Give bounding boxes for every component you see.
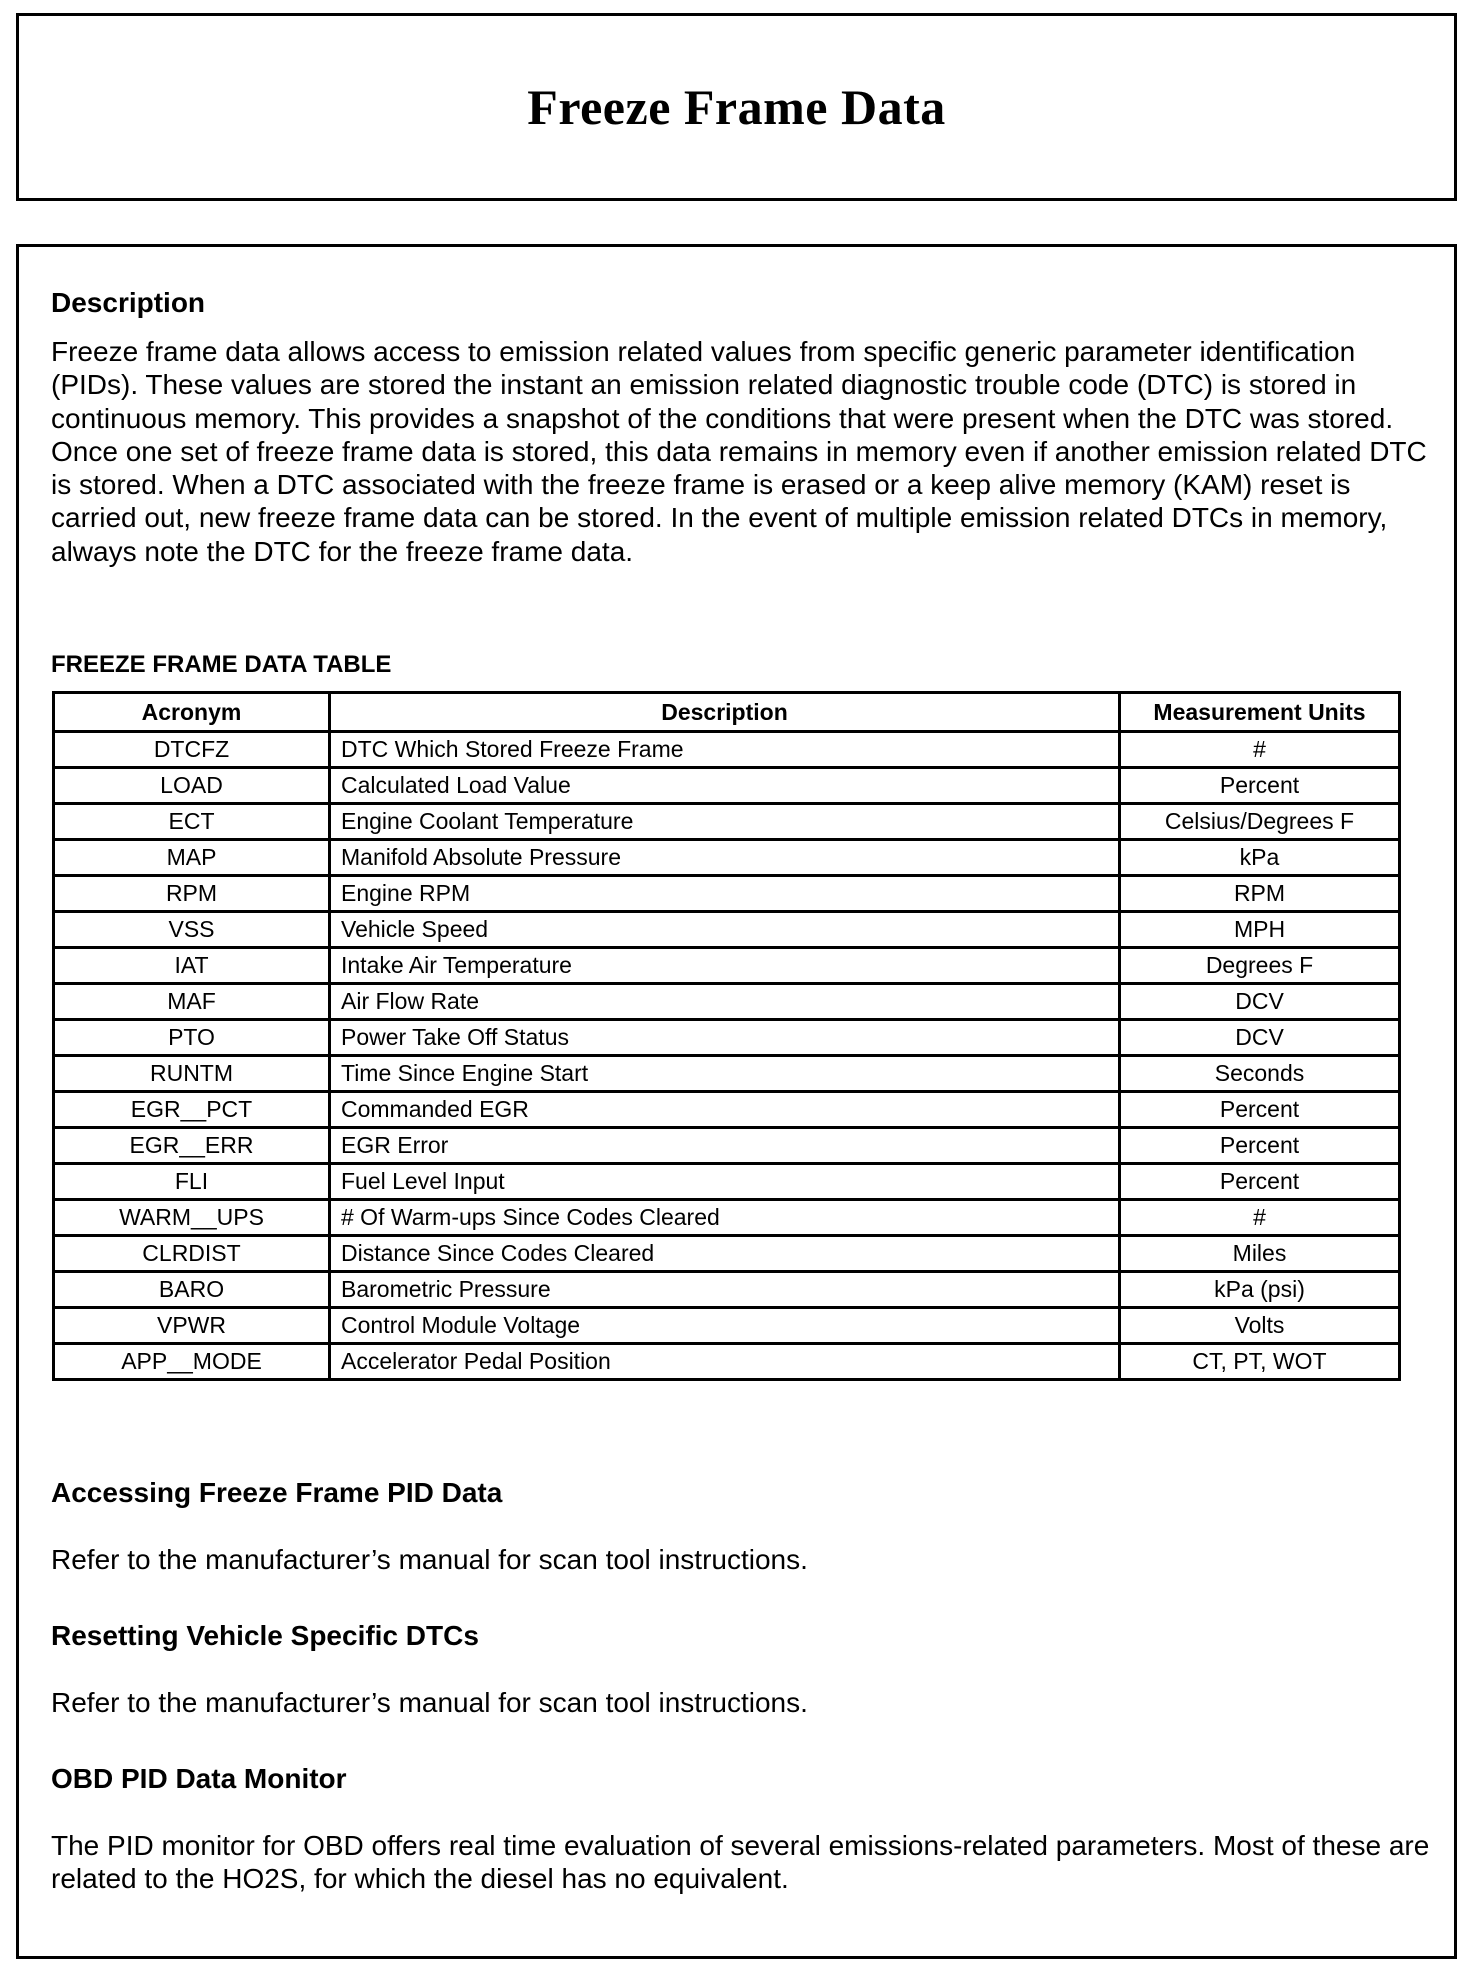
- cell-description: EGR Error: [330, 1128, 1120, 1164]
- cell-description: Commanded EGR: [330, 1092, 1120, 1128]
- cell-description: Air Flow Rate: [330, 984, 1120, 1020]
- cell-units: Degrees F: [1120, 948, 1400, 984]
- cell-acronym: ECT: [54, 804, 330, 840]
- header-description: Description: [330, 693, 1120, 732]
- description-text: Freeze frame data allows access to emission related values from specific generic parameter identification (PIDs). These values are stored the instant an emission related diagnostic trouble code (DTC) is stored in continuous memory. This provides a snapshot of the conditions that were present when the DTC was stored. Once one set of freeze frame data is stored, this data remains in memory even if another emission related DTC is stored. When a DTC associated with the freeze frame is erased or a keep alive memory (KAM) reset is carried out, new freeze frame data can be stored. In the event of multiple emission related DTCs in memory, always note the DTC for the freeze frame data.: [51, 336, 1427, 567]
- cell-units: kPa (psi): [1120, 1272, 1400, 1308]
- cell-units: Percent: [1120, 768, 1400, 804]
- header-units: Measurement Units: [1120, 693, 1400, 732]
- table-row: [54, 1128, 1400, 1164]
- cell-description: Power Take Off Status: [330, 1020, 1120, 1056]
- cell-description: Time Since Engine Start: [330, 1056, 1120, 1092]
- cell-description: Barometric Pressure: [330, 1272, 1120, 1308]
- cell-acronym: FLI: [54, 1164, 330, 1200]
- table-row: [54, 1272, 1400, 1308]
- cell-acronym: MAP: [54, 840, 330, 876]
- table-title: FREEZE FRAME DATA TABLE: [51, 651, 392, 678]
- cell-description: Vehicle Speed: [330, 912, 1120, 948]
- section-text: The PID monitor for OBD offers real time evaluation of several emissions-related parameters. Most of these are related to the HO2S, for which the diesel has no equivalent.: [51, 1830, 1430, 1895]
- table-row: [54, 1164, 1400, 1200]
- section-heading: OBD PID Data Monitor: [51, 1763, 347, 1794]
- cell-acronym: VPWR: [54, 1308, 330, 1344]
- cell-units: Seconds: [1120, 1056, 1400, 1092]
- table-row: [54, 768, 1400, 804]
- cell-units: #: [1120, 1200, 1400, 1236]
- cell-acronym: MAF: [54, 984, 330, 1020]
- table-row: [54, 1344, 1400, 1380]
- cell-acronym: VSS: [54, 912, 330, 948]
- section-text: Refer to the manufacturer’s manual for scan tool instructions.: [51, 1687, 808, 1718]
- cell-units: Celsius/Degrees F: [1120, 804, 1400, 840]
- cell-description: Fuel Level Input: [330, 1164, 1120, 1200]
- table-row: [54, 804, 1400, 840]
- cell-acronym: APP__MODE: [54, 1344, 330, 1380]
- table-row: [54, 984, 1400, 1020]
- cell-units: Percent: [1120, 1092, 1400, 1128]
- table-row: [54, 840, 1400, 876]
- cell-units: CT, PT, WOT: [1120, 1344, 1400, 1380]
- table-row: [54, 1056, 1400, 1092]
- cell-units: Volts: [1120, 1308, 1400, 1344]
- cell-description: Manifold Absolute Pressure: [330, 840, 1120, 876]
- cell-units: Percent: [1120, 1128, 1400, 1164]
- page-title: Freeze Frame Data: [527, 79, 946, 135]
- cell-description: Engine RPM: [330, 876, 1120, 912]
- cell-units: kPa: [1120, 840, 1400, 876]
- cell-description: Calculated Load Value: [330, 768, 1120, 804]
- table-row: [54, 732, 1400, 768]
- section-text: Refer to the manufacturer’s manual for scan tool instructions.: [51, 1544, 808, 1575]
- cell-acronym: WARM__UPS: [54, 1200, 330, 1236]
- section-heading: Accessing Freeze Frame PID Data: [51, 1477, 503, 1508]
- cell-description: Control Module Voltage: [330, 1308, 1120, 1344]
- cell-acronym: LOAD: [54, 768, 330, 804]
- cell-description: DTC Which Stored Freeze Frame: [330, 732, 1120, 768]
- table-row: [54, 948, 1400, 984]
- cell-acronym: RPM: [54, 876, 330, 912]
- table-row: [54, 912, 1400, 948]
- cell-acronym: CLRDIST: [54, 1236, 330, 1272]
- cell-units: #: [1120, 732, 1400, 768]
- cell-units: MPH: [1120, 912, 1400, 948]
- cell-acronym: RUNTM: [54, 1056, 330, 1092]
- table-row: [54, 1200, 1400, 1236]
- cell-acronym: BARO: [54, 1272, 330, 1308]
- cell-acronym: IAT: [54, 948, 330, 984]
- section-heading: Resetting Vehicle Specific DTCs: [51, 1620, 479, 1651]
- description-heading: Description: [51, 287, 206, 318]
- table-row: [54, 1020, 1400, 1056]
- table-row: [54, 876, 1400, 912]
- cell-acronym: EGR__PCT: [54, 1092, 330, 1128]
- cell-units: Miles: [1120, 1236, 1400, 1272]
- cell-acronym: EGR__ERR: [54, 1128, 330, 1164]
- cell-description: Intake Air Temperature: [330, 948, 1120, 984]
- cell-units: RPM: [1120, 876, 1400, 912]
- cell-acronym: PTO: [54, 1020, 330, 1056]
- table-header-row: [54, 693, 1400, 732]
- title-box: [16, 13, 1457, 201]
- cell-description: Distance Since Codes Cleared: [330, 1236, 1120, 1272]
- cell-units: DCV: [1120, 1020, 1400, 1056]
- header-acronym: Acronym: [54, 693, 330, 732]
- cell-description: Accelerator Pedal Position: [330, 1344, 1120, 1380]
- cell-acronym: DTCFZ: [54, 732, 330, 768]
- freeze-frame-table: [52, 691, 1401, 1381]
- table-row: [54, 1308, 1400, 1344]
- table-row: [54, 1092, 1400, 1128]
- content-box: [16, 244, 1457, 1959]
- cell-units: DCV: [1120, 984, 1400, 1020]
- cell-description: Engine Coolant Temperature: [330, 804, 1120, 840]
- cell-units: Percent: [1120, 1164, 1400, 1200]
- cell-description: # Of Warm-ups Since Codes Cleared: [330, 1200, 1120, 1236]
- table-row: [54, 1236, 1400, 1272]
